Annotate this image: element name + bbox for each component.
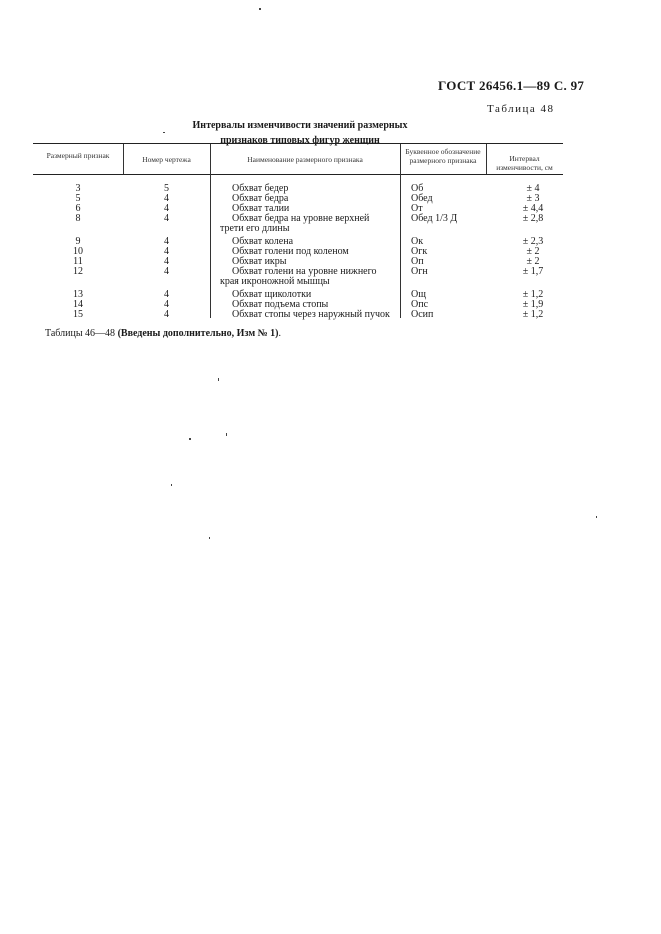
row-drawing: 4 — [164, 193, 169, 204]
note — [45, 328, 281, 339]
table-title-line: Интервалы изменчивости значений размерных — [192, 120, 408, 131]
row-interval: ± 2,3 — [522, 236, 544, 247]
row-code: Огк — [411, 246, 428, 257]
row-number: 12 — [73, 266, 83, 277]
row-code: Оп — [411, 256, 424, 267]
row-code: Осип — [411, 309, 434, 320]
row-name-line: трети его длины — [220, 223, 290, 234]
column-header: Буквенное обозначение размерного признака — [405, 147, 481, 165]
row-drawing: 5 — [164, 183, 169, 194]
row-number: 5 — [75, 193, 81, 204]
note-prefix: Таблицы 46—48 — [45, 328, 118, 339]
row-interval: ± 1,2 — [522, 289, 544, 300]
row-drawing: 4 — [164, 289, 169, 300]
row-name-line: Обхват бедра на уровне верхней — [232, 213, 370, 224]
row-interval: ± 2,8 — [522, 213, 544, 224]
row-interval: ± 1,9 — [522, 299, 544, 310]
scan-speck — [226, 433, 227, 436]
row-name-line: края икроножной мышцы — [220, 276, 330, 287]
row-code: Обед — [411, 193, 433, 204]
row-name-line: Обхват бедер — [232, 183, 289, 194]
row-name-line: Обхват щиколотки — [232, 289, 312, 300]
row-interval: ± 2 — [526, 256, 540, 267]
row-code: Ощ — [411, 289, 426, 300]
row-name-line: Обхват голени под коленом — [232, 246, 349, 257]
column-header: Номер чертежа — [142, 155, 191, 164]
note-bold: (Введены дополнительно, Изм № 1) — [117, 328, 279, 339]
row-name-line: Обхват икры — [232, 256, 287, 267]
table-label: Таблица 48 — [487, 103, 555, 115]
row-code: Ок — [411, 236, 424, 247]
row-drawing: 4 — [164, 266, 169, 277]
row-interval: ± 2 — [526, 246, 540, 257]
row-name — [220, 267, 400, 287]
row-name-line: Обхват голени на уровне нижнего — [232, 266, 377, 277]
table-top-rule — [33, 143, 563, 144]
row-name-line: Обхват стопы через наружный пучок — [232, 309, 390, 320]
row-name-line: Обхват колена — [232, 236, 294, 247]
scan-speck — [218, 378, 219, 381]
row-number: 3 — [75, 183, 81, 194]
row-name-line: Обхват бедра — [232, 193, 289, 204]
scan-speck — [259, 8, 261, 10]
row-number: 11 — [73, 256, 83, 267]
row-code: Опс — [411, 299, 429, 310]
row-drawing: 4 — [164, 213, 169, 224]
column-header: Интервал изменчивости, см — [496, 154, 553, 172]
row-code: Огн — [411, 266, 428, 277]
row-drawing: 4 — [164, 299, 169, 310]
row-number: 15 — [73, 309, 83, 320]
row-name-line: Обхват подъема стопы — [232, 299, 329, 310]
column-header: Размерный признак — [46, 151, 110, 160]
scan-speck — [189, 438, 191, 440]
row-drawing: 4 — [164, 309, 169, 320]
row-name-line: Обхват талии — [232, 203, 290, 214]
row-drawing: 4 — [164, 246, 169, 257]
row-interval: ± 4,4 — [522, 203, 544, 214]
row-number: 6 — [75, 203, 81, 214]
scan-speck — [163, 132, 165, 133]
column-header: Наименование размерного признака — [247, 155, 363, 164]
row-interval: ± 3 — [526, 193, 540, 204]
scan-speck — [209, 537, 210, 539]
scan-speck — [596, 516, 597, 518]
row-number: 8 — [75, 213, 81, 224]
scan-speck — [171, 484, 172, 486]
row-code: Об — [411, 183, 424, 194]
row-drawing: 4 — [164, 203, 169, 214]
row-code: От — [411, 203, 423, 214]
row-interval: ± 1,7 — [522, 266, 544, 277]
row-number: 14 — [73, 299, 83, 310]
row-name — [220, 310, 400, 320]
row-name — [220, 214, 400, 234]
row-number: 9 — [75, 236, 81, 247]
row-interval: ± 1,2 — [522, 309, 544, 320]
table-title-line: признаков типовых фигур женщин — [220, 135, 380, 146]
note-suffix: . — [278, 328, 282, 339]
row-number: 13 — [73, 289, 83, 300]
row-interval: ± 4 — [526, 183, 540, 194]
row-number: 10 — [73, 246, 83, 257]
row-code: Обед 1/3 Д — [411, 213, 458, 224]
row-drawing: 4 — [164, 256, 169, 267]
column-divider — [210, 174, 211, 318]
table-header-rule — [33, 174, 563, 175]
row-drawing: 4 — [164, 236, 169, 247]
doc-code: ГОСТ 26456.1—89 С. 97 — [438, 78, 585, 93]
column-divider — [400, 174, 401, 318]
